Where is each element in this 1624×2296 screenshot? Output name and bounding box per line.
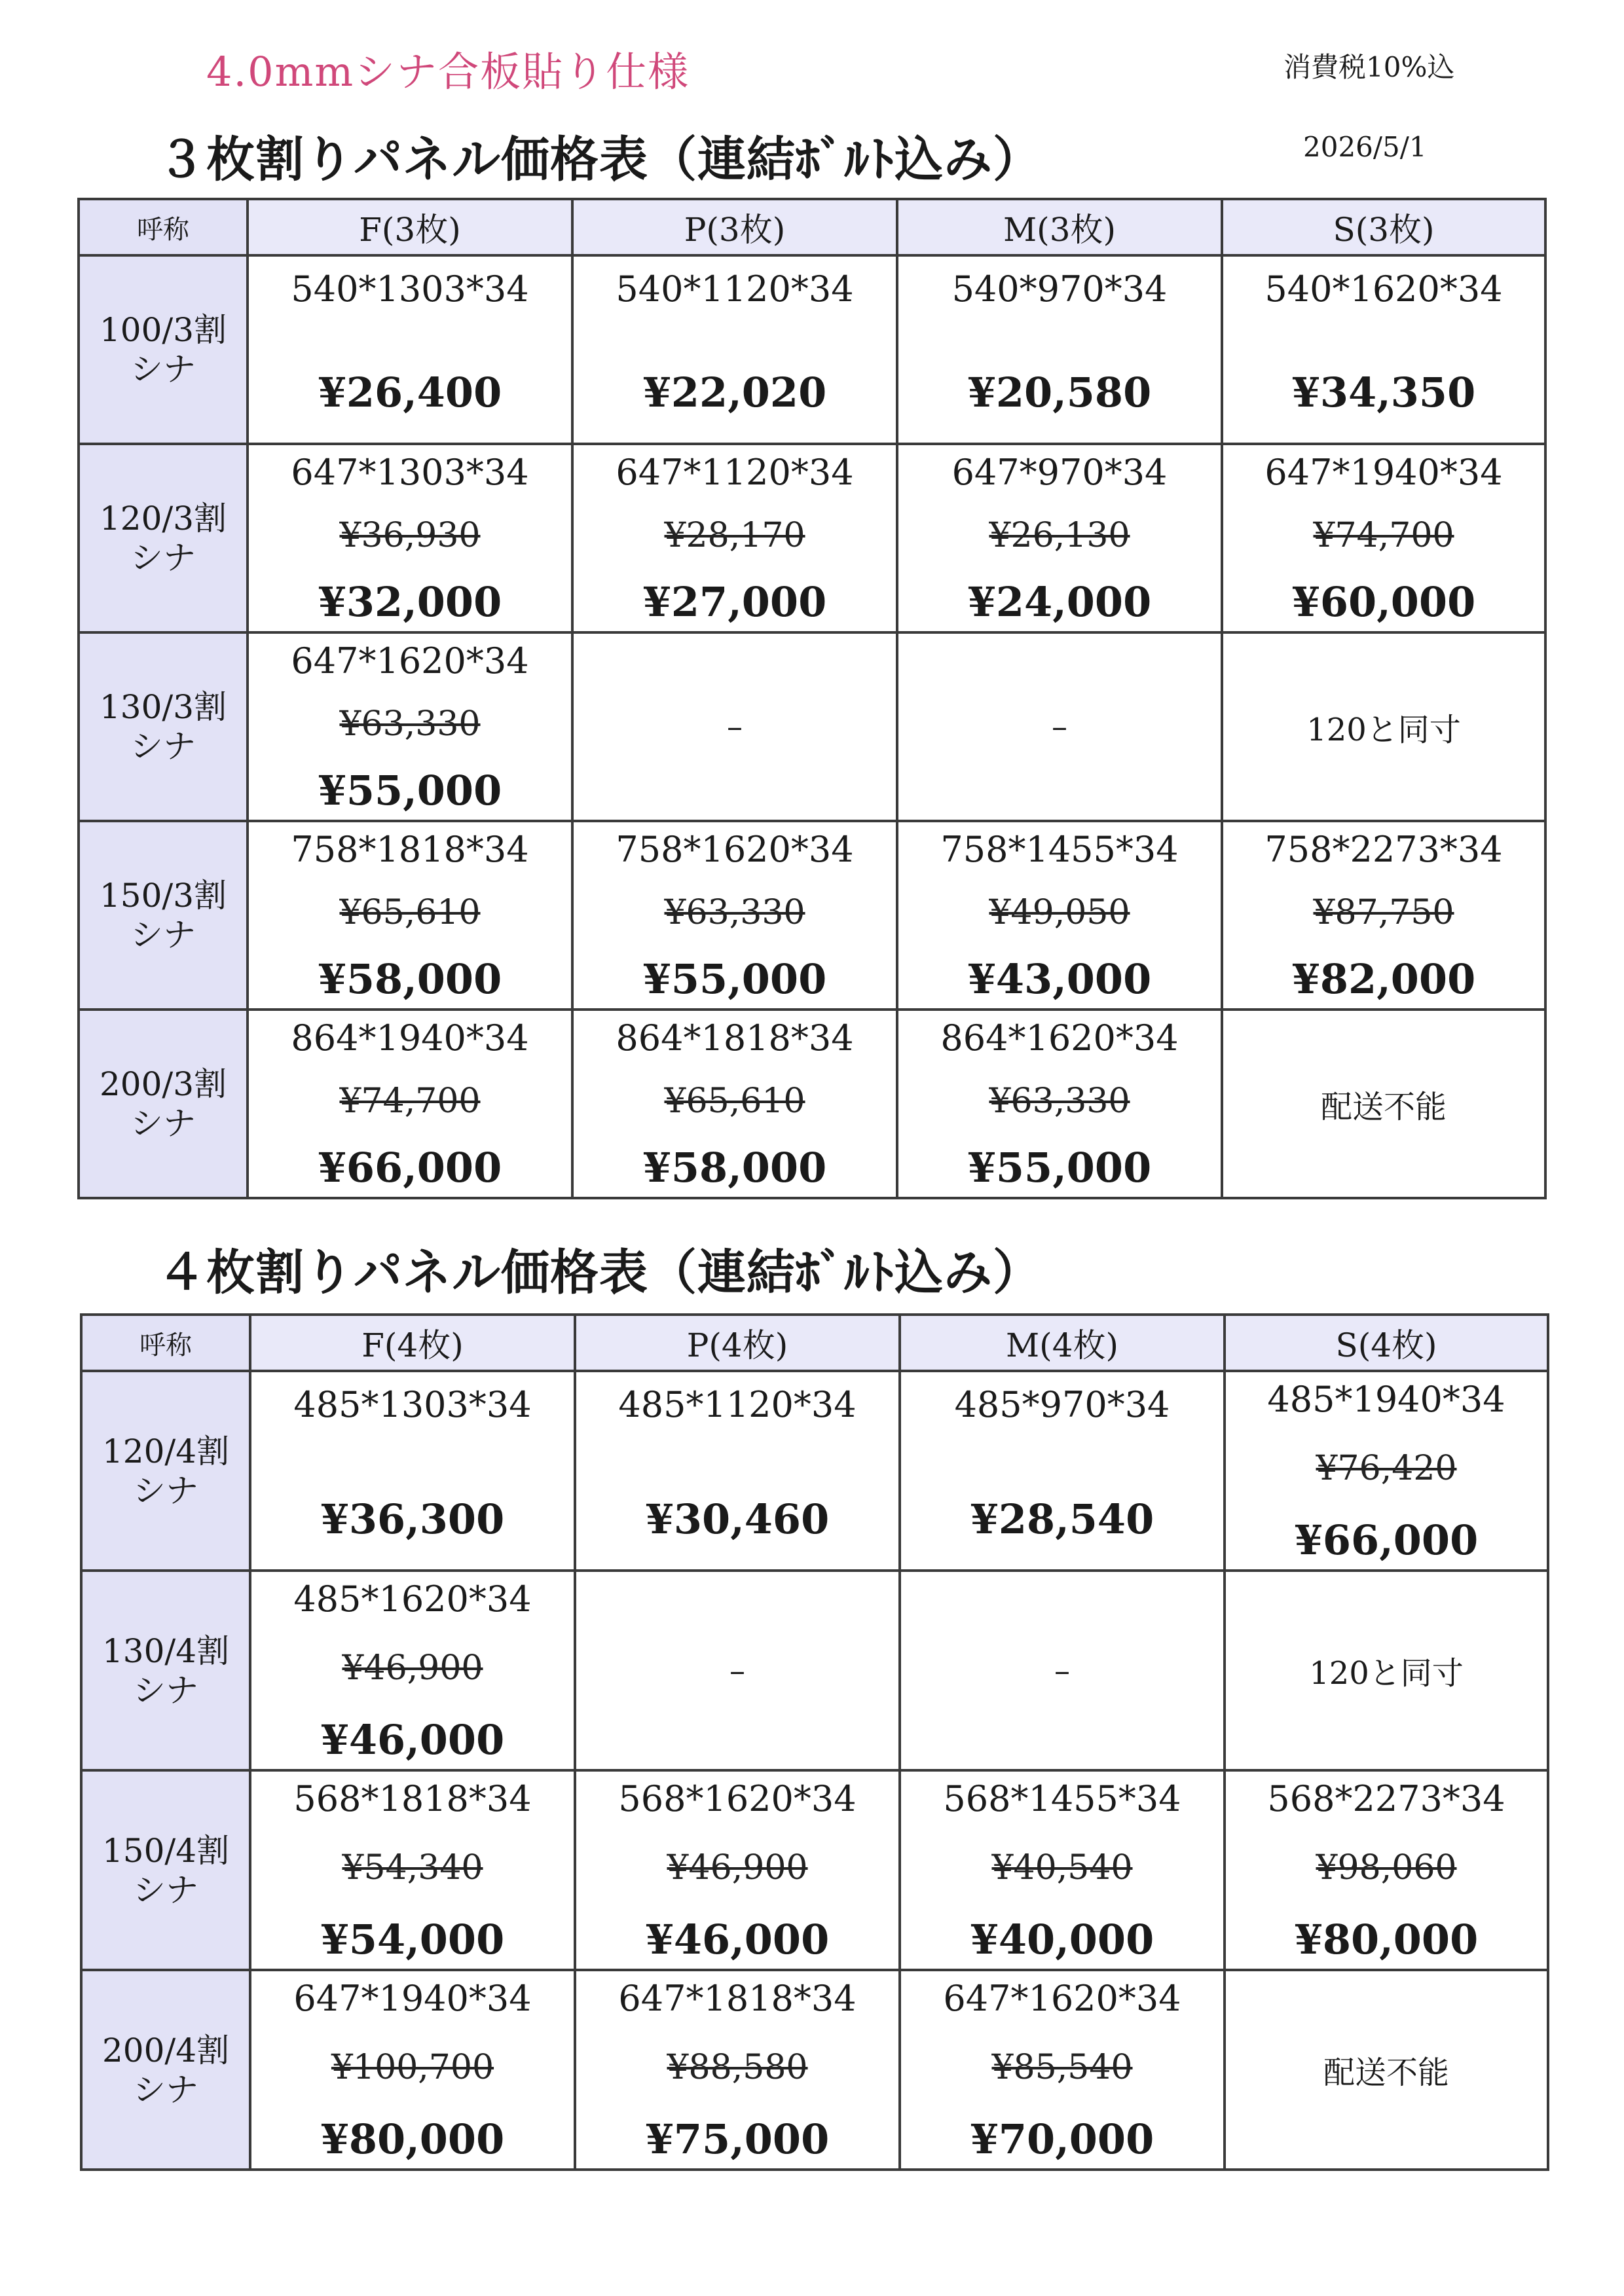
price: ¥20,580 — [967, 369, 1152, 416]
price: ¥34,350 — [1291, 369, 1476, 416]
old-price: ¥85,540 — [991, 2047, 1133, 2087]
price: ¥55,000 — [642, 955, 827, 1003]
price-cell — [1225, 1970, 1548, 2170]
price-cell — [900, 1571, 1225, 1770]
price: ¥55,000 — [318, 767, 502, 814]
old-price: ¥74,700 — [339, 1082, 481, 1121]
cell-content — [251, 1772, 574, 1969]
dimension: 647*1120*34 — [616, 452, 854, 493]
old-price: ¥28,170 — [664, 516, 805, 555]
cell-content — [576, 1772, 898, 1969]
price-cell — [250, 1571, 575, 1770]
price: ¥70,000 — [970, 2115, 1154, 2163]
dimension: 485*1120*34 — [618, 1384, 857, 1425]
price-cell — [900, 1970, 1225, 2170]
dimension: 758*1818*34 — [291, 829, 529, 870]
table-row — [81, 1770, 1548, 1970]
table-row — [79, 255, 1545, 444]
price-cell — [1225, 1371, 1548, 1571]
old-price: ¥63,330 — [664, 893, 805, 932]
header-size: P(4枚) — [575, 1315, 900, 1371]
cell-content — [1226, 1772, 1547, 1969]
price-cell — [1225, 1571, 1548, 1770]
price-table-3 — [77, 198, 1547, 1199]
old-price: ¥65,610 — [339, 893, 481, 932]
dimension: 647*1620*34 — [943, 1978, 1181, 2019]
price-cell — [900, 1770, 1225, 1970]
price-cell — [248, 255, 572, 444]
old-price: ¥40,540 — [991, 1848, 1133, 1887]
row-name: 200/4割 シナ — [81, 1970, 250, 2170]
dimension: 864*1940*34 — [291, 1017, 529, 1059]
cell-content — [1226, 1372, 1547, 1569]
price: ¥46,000 — [320, 1716, 505, 1764]
old-price: ¥100,700 — [331, 2047, 494, 2087]
cell-content — [576, 1971, 898, 2168]
cell-note: 120と同寸 — [1306, 711, 1461, 748]
dimension: 647*1818*34 — [618, 1978, 857, 2019]
row-name: 130/4割 シナ — [81, 1571, 250, 1770]
cell-note: – — [729, 1652, 745, 1689]
old-price: ¥74,700 — [1313, 516, 1454, 555]
price-cell — [1222, 632, 1545, 821]
old-price: ¥88,580 — [667, 2047, 808, 2087]
price: ¥66,000 — [1294, 1516, 1479, 1564]
row-name: 100/3割 シナ — [79, 255, 248, 444]
price-cell — [1222, 255, 1545, 444]
old-price: ¥49,050 — [989, 893, 1130, 932]
price: ¥24,000 — [967, 578, 1152, 626]
document-date: 2026/5/1 — [1303, 131, 1427, 163]
cell-content — [576, 1372, 898, 1569]
dimension: 647*1940*34 — [293, 1978, 532, 2019]
price: ¥22,020 — [642, 369, 827, 416]
cell-content — [901, 1772, 1223, 1969]
cell-content — [1223, 445, 1544, 631]
old-price: ¥63,330 — [339, 704, 481, 744]
row-name: 150/4割 シナ — [81, 1770, 250, 1970]
price: ¥80,000 — [1294, 1916, 1479, 1963]
dimension: 647*1620*34 — [291, 640, 529, 682]
row-name: 200/3割 シナ — [79, 1010, 248, 1198]
row-name: 120/4割 シナ — [81, 1371, 250, 1571]
price-cell — [250, 1770, 575, 1970]
dimension: 540*1120*34 — [616, 268, 854, 310]
old-price: ¥65,610 — [664, 1082, 805, 1121]
price: ¥36,300 — [320, 1495, 505, 1543]
cell-content — [249, 445, 571, 631]
cell-content — [574, 822, 896, 1008]
price-cell — [248, 821, 572, 1010]
price-cell — [575, 1371, 900, 1571]
dimension: 758*1455*34 — [940, 829, 1179, 870]
price-cell — [572, 632, 897, 821]
price: ¥43,000 — [967, 955, 1152, 1003]
price-cell — [897, 1010, 1222, 1198]
price-cell — [248, 632, 572, 821]
price-cell — [572, 1010, 897, 1198]
cell-content — [898, 445, 1221, 631]
table2-title: ４枚割りパネル価格表（連結ﾎﾞﾙﾄ込み） — [157, 1245, 1042, 1301]
old-price: ¥98,060 — [1316, 1848, 1457, 1887]
table-row — [79, 444, 1545, 632]
price-cell — [900, 1371, 1225, 1571]
header-name: 呼称 — [81, 1315, 250, 1371]
header-size: M(3枚) — [897, 199, 1222, 255]
cell-content — [251, 1372, 574, 1569]
old-price: ¥46,900 — [342, 1648, 483, 1688]
cell-note: – — [1054, 1652, 1070, 1689]
header-row — [79, 199, 1545, 255]
dimension: 647*970*34 — [951, 452, 1168, 493]
header-name: 呼称 — [79, 199, 248, 255]
old-price: ¥54,340 — [342, 1848, 483, 1887]
dimension: 540*1303*34 — [291, 268, 529, 310]
price: ¥54,000 — [320, 1916, 505, 1963]
price-cell — [250, 1371, 575, 1571]
price-cell — [250, 1970, 575, 2170]
price-cell — [897, 632, 1222, 821]
row-name: 130/3割 シナ — [79, 632, 248, 821]
price: ¥27,000 — [642, 578, 827, 626]
table1-title: ３枚割りパネル価格表（連結ﾎﾞﾙﾄ込み） — [157, 132, 1042, 188]
price: ¥58,000 — [642, 1144, 827, 1192]
header-size: P(3枚) — [572, 199, 897, 255]
table-row — [81, 1970, 1548, 2170]
table-row — [81, 1371, 1548, 1571]
price-cell — [575, 1970, 900, 2170]
price: ¥55,000 — [967, 1144, 1152, 1192]
price: ¥30,460 — [645, 1495, 830, 1543]
price-cell — [248, 444, 572, 632]
price: ¥28,540 — [970, 1495, 1154, 1543]
old-price: ¥36,930 — [339, 516, 481, 555]
cell-content — [901, 1372, 1223, 1569]
old-price: ¥46,900 — [667, 1848, 808, 1887]
dimension: 568*1455*34 — [943, 1778, 1181, 1819]
cell-note: – — [727, 708, 743, 745]
price: ¥60,000 — [1291, 578, 1476, 626]
price-cell — [575, 1571, 900, 1770]
price: ¥80,000 — [320, 2115, 505, 2163]
cell-content — [251, 1971, 574, 2168]
price-cell — [1222, 821, 1545, 1010]
dimension: 485*970*34 — [954, 1384, 1170, 1425]
price-cell — [897, 255, 1222, 444]
dimension: 568*1620*34 — [618, 1778, 857, 1819]
cell-content — [1223, 822, 1544, 1008]
price: ¥40,000 — [970, 1916, 1154, 1963]
cell-note: 120と同寸 — [1309, 1655, 1464, 1692]
cell-content — [249, 1011, 571, 1197]
dimension: 647*1303*34 — [291, 452, 529, 493]
table-row — [79, 821, 1545, 1010]
price: ¥58,000 — [318, 955, 502, 1003]
price: ¥82,000 — [1291, 955, 1476, 1003]
price-cell — [248, 1010, 572, 1198]
header-size: S(4枚) — [1225, 1315, 1548, 1371]
dimension: 758*1620*34 — [616, 829, 854, 870]
tax-note: 消費税10%込 — [1283, 51, 1455, 83]
dimension: 485*1620*34 — [293, 1578, 532, 1620]
price-cell — [575, 1770, 900, 1970]
dimension: 485*1940*34 — [1267, 1379, 1505, 1420]
header-size: S(3枚) — [1222, 199, 1545, 255]
price-table-4 — [80, 1313, 1549, 2171]
table-row — [81, 1571, 1548, 1770]
price: ¥32,000 — [318, 578, 502, 626]
old-price: ¥63,330 — [989, 1082, 1130, 1121]
price-cell — [572, 444, 897, 632]
cell-note: 配送不能 — [1323, 2054, 1449, 2091]
dimension: 647*1940*34 — [1264, 452, 1503, 493]
cell-content — [249, 634, 571, 820]
price-cell — [1222, 444, 1545, 632]
dimension: 568*1818*34 — [293, 1778, 532, 1819]
row-name: 150/3割 シナ — [79, 821, 248, 1010]
price-cell — [1225, 1770, 1548, 1970]
dimension: 540*970*34 — [951, 268, 1168, 310]
dimension: 568*2273*34 — [1267, 1778, 1505, 1819]
dimension: 485*1303*34 — [293, 1384, 532, 1425]
table-row — [79, 1010, 1545, 1198]
dimension: 864*1818*34 — [616, 1017, 854, 1059]
header-size: F(3枚) — [248, 199, 572, 255]
cell-content — [249, 822, 571, 1008]
spec-label: 4.0mmシナ合板貼り仕様 — [206, 48, 690, 96]
old-price: ¥76,420 — [1316, 1448, 1457, 1488]
cell-content — [898, 257, 1221, 443]
dimension: 864*1620*34 — [940, 1017, 1179, 1059]
cell-content — [574, 257, 896, 443]
old-price: ¥26,130 — [989, 516, 1130, 555]
cell-note: 配送不能 — [1320, 1088, 1447, 1125]
price-cell — [1222, 1010, 1545, 1198]
price-cell — [897, 444, 1222, 632]
dimension: 540*1620*34 — [1264, 268, 1503, 310]
cell-content — [249, 257, 571, 443]
cell-content — [1223, 257, 1544, 443]
price-cell — [572, 255, 897, 444]
header-size: M(4枚) — [900, 1315, 1225, 1371]
price: ¥66,000 — [318, 1144, 502, 1192]
table-row — [79, 632, 1545, 821]
cell-content — [901, 1971, 1223, 2168]
row-name: 120/3割 シナ — [79, 444, 248, 632]
price: ¥46,000 — [645, 1916, 830, 1963]
old-price: ¥87,750 — [1313, 893, 1454, 932]
header-size: F(4枚) — [250, 1315, 575, 1371]
cell-content — [898, 1011, 1221, 1197]
dimension: 758*2273*34 — [1264, 829, 1503, 870]
cell-content — [574, 1011, 896, 1197]
price-cell — [897, 821, 1222, 1010]
price: ¥75,000 — [645, 2115, 830, 2163]
price-cell — [572, 821, 897, 1010]
cell-content — [251, 1572, 574, 1769]
header-row — [81, 1315, 1548, 1371]
cell-content — [574, 445, 896, 631]
cell-content — [898, 822, 1221, 1008]
price: ¥26,400 — [318, 369, 502, 416]
cell-note: – — [1052, 708, 1067, 745]
